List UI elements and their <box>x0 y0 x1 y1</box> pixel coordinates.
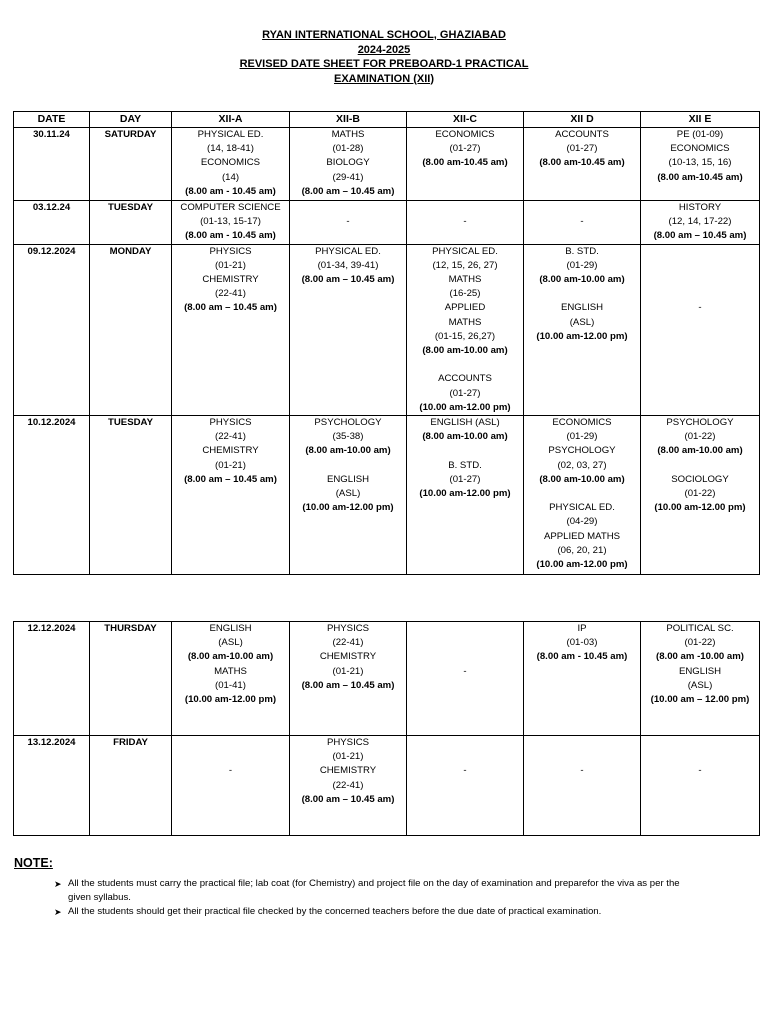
exam-line: (22-41) <box>332 779 364 791</box>
exam-line: - <box>580 765 584 777</box>
exam-cell <box>290 244 407 415</box>
exam-line: (ASL) <box>335 488 361 500</box>
exam-time: (8.00 am-10.00 am) <box>187 651 274 663</box>
exam-line: (16-25) <box>449 288 481 300</box>
exam-time: (8.00 am – 10.45 am) <box>301 679 395 691</box>
exam-time: (10.00 am-12.00 pm) <box>184 694 277 706</box>
column-header: DATE <box>14 112 90 128</box>
exam-cell <box>290 201 407 245</box>
arrow-bullet-icon: ➤ <box>54 879 62 889</box>
exam-line: (ASL) <box>218 637 243 649</box>
exam-time: (8.00 am-10.00 am) <box>539 274 625 286</box>
exam-time: (8.00 am-10.00 am) <box>422 345 508 357</box>
spacer <box>408 650 522 664</box>
exam-line: PHYSICAL ED. <box>549 502 615 514</box>
exam-time: (8.00 am-10.00 am) <box>305 445 391 457</box>
exam-line: (22-41) <box>215 288 246 300</box>
exam-line: - <box>463 216 467 228</box>
exam-cell <box>172 736 290 836</box>
exam-line: (01-34, 39-41) <box>317 259 379 271</box>
spacer <box>408 622 522 636</box>
exam-line: (01-27) <box>449 387 481 399</box>
document-header <box>0 28 768 86</box>
exam-line: (04-29) <box>566 516 598 528</box>
exam-cell <box>641 244 760 415</box>
exam-cell <box>290 736 407 836</box>
exam-cell <box>290 622 407 736</box>
exam-line: MATHS <box>331 129 365 140</box>
exam-time: (8.00 am-10.00 am) <box>422 431 508 443</box>
exam-cell <box>407 416 524 575</box>
exam-line: B. STD. <box>565 245 599 257</box>
exam-line: PHYSICAL ED. <box>432 245 498 257</box>
exam-line: CHEMISTRY <box>319 651 377 663</box>
note-item <box>54 905 704 919</box>
spacer <box>408 201 522 215</box>
spacer <box>525 287 639 301</box>
exam-time: (8.00 am – 10.45 am) <box>301 274 395 286</box>
exam-line: - <box>698 765 702 777</box>
exam-line: (01-21) <box>215 259 246 271</box>
arrow-bullet-icon: ➤ <box>54 907 62 917</box>
exam-time: (8.00 am-10.45 am) <box>422 157 508 169</box>
date-cell: 09.12.2024 <box>14 244 90 415</box>
exam-line: IP <box>577 623 587 634</box>
exam-time: (8.00 am-10.00 am) <box>539 473 625 485</box>
exam-line: - <box>228 765 233 777</box>
note-list <box>54 877 704 919</box>
column-header: DAY <box>90 112 172 128</box>
exam-line: - <box>346 216 350 228</box>
exam-cell <box>641 416 760 575</box>
exam-cell <box>172 244 290 415</box>
exam-line: ECONOMICS <box>200 157 261 169</box>
exam-line: (ASL) <box>569 316 595 328</box>
school-name: RYAN INTERNATIONAL SCHOOL, GHAZIABAD <box>262 29 506 41</box>
date-cell: 12.12.2024 <box>14 622 90 736</box>
exam-line: ECONOMICS <box>435 129 495 140</box>
exam-time: (8.00 am – 10.45 am) <box>184 473 277 485</box>
exam-line: MATHS <box>448 274 482 286</box>
exam-line: (29-41) <box>332 171 364 183</box>
table-header-row <box>14 112 760 128</box>
exam-line: (10-13, 15, 16) <box>668 157 732 169</box>
exam-line: HISTORY <box>678 202 722 213</box>
exam-line: APPLIED MATHS <box>543 530 621 542</box>
exam-line: (01-41) <box>215 679 246 691</box>
table-row <box>14 128 760 201</box>
column-header: XII D <box>524 112 641 128</box>
session-year: 2024-2025 <box>357 43 411 56</box>
exam-line: (35-38) <box>332 431 364 443</box>
day-cell: FRIDAY <box>90 736 172 836</box>
exam-line: (01-21) <box>332 751 364 763</box>
exam-line: (06, 20, 21) <box>557 544 607 556</box>
date-cell: 03.12.24 <box>14 201 90 245</box>
exam-line: (01-27) <box>449 143 481 155</box>
exam-line: ACCOUNTS <box>438 373 492 385</box>
table-row <box>14 201 760 245</box>
exam-line: MATHS <box>448 316 482 328</box>
exam-cell <box>524 201 641 245</box>
spacer <box>408 444 522 458</box>
exam-time: (8.00 am -10.00 am) <box>656 651 744 663</box>
exam-line: (ASL) <box>687 679 713 691</box>
exam-line: SOCIOLOGY <box>671 473 729 485</box>
exam-line: (12, 14, 17-22) <box>668 216 732 228</box>
spacer <box>525 487 639 501</box>
spacer <box>642 459 758 473</box>
exam-line: MATHS <box>214 665 247 677</box>
day-cell: TUESDAY <box>90 416 172 575</box>
exam-line: PSYCHOLOGY <box>314 417 382 429</box>
exam-line: CHEMISTRY <box>319 765 377 777</box>
spacer <box>525 736 639 750</box>
exam-line: ENGLISH <box>678 665 722 677</box>
spacer <box>642 259 758 273</box>
spacer <box>525 201 639 215</box>
spacer <box>642 287 758 301</box>
column-header: XII-C <box>407 112 524 128</box>
table-row <box>14 244 760 415</box>
day-cell: THURSDAY <box>90 622 172 736</box>
exam-line: POLITICAL SC. <box>666 623 734 634</box>
exam-line: (01-22) <box>684 431 716 443</box>
exam-line: CHEMISTRY <box>202 274 259 286</box>
exam-line: (02, 03, 27) <box>557 459 607 471</box>
exam-line: (01-15, 26,27) <box>434 330 496 342</box>
day-cell: MONDAY <box>90 244 172 415</box>
exam-time: (8.00 am - 10.45 am) <box>185 185 276 197</box>
exam-line: (01-27) <box>449 473 481 485</box>
exam-line: PHYSICS <box>209 417 252 429</box>
exam-line: (14) <box>221 171 240 183</box>
exam-line: (01-21) <box>215 459 246 471</box>
exam-cell <box>290 128 407 201</box>
exam-line: (01-22) <box>684 637 716 649</box>
exam-line: ECONOMICS <box>552 417 612 429</box>
exam-line: (01-28) <box>332 143 364 155</box>
exam-cell <box>524 622 641 736</box>
note-text: All the students must carry the practical file; lab coat (for Chemistry) and project file on the day of examination and preparefor the viva as per the given syllabus. <box>68 878 680 903</box>
column-header: XII E <box>641 112 760 128</box>
exam-time: (8.00 am-10.45 am) <box>539 157 625 169</box>
spacer <box>642 750 758 764</box>
spacer <box>642 736 758 750</box>
exam-time: (10.00 am-12.00 pm) <box>536 559 628 571</box>
exam-line: PHYSICS <box>326 737 370 748</box>
exam-line: ECONOMICS <box>670 143 730 155</box>
date-cell: 30.11.24 <box>14 128 90 201</box>
table-row <box>14 736 760 836</box>
exam-line: ACCOUNTS <box>555 129 609 140</box>
exam-line: PHYSICS <box>326 623 370 634</box>
date-sheet-table-2 <box>13 621 760 836</box>
exam-line: PSYCHOLOGY <box>666 417 734 429</box>
exam-line: ENGLISH <box>209 623 252 634</box>
exam-cell <box>641 622 760 736</box>
exam-line: ENGLISH (ASL) <box>430 417 500 429</box>
exam-cell <box>641 128 760 201</box>
date-cell: 13.12.2024 <box>14 736 90 836</box>
spacer <box>642 273 758 287</box>
exam-time: (8.00 am - 10.45 am) <box>185 230 276 242</box>
exam-cell <box>641 736 760 836</box>
exam-cell <box>172 416 290 575</box>
exam-cell <box>407 128 524 201</box>
date-cell: 10.12.2024 <box>14 416 90 575</box>
document-title-line2: EXAMINATION (XII) <box>333 72 434 85</box>
exam-cell <box>172 622 290 736</box>
column-header: XII-A <box>172 112 290 128</box>
exam-line: ENGLISH <box>326 473 370 485</box>
note-text: All the students should get their practical file checked by the concerned teachers before the due date of practical examination. <box>68 906 602 917</box>
spacer <box>408 636 522 650</box>
exam-time: (8.00 am-10.45 am) <box>657 171 743 183</box>
exam-time: (8.00 am-10.00 am) <box>657 445 743 457</box>
exam-cell <box>172 201 290 245</box>
exam-line: PHYSICAL ED. <box>315 245 381 257</box>
exam-cell <box>524 244 641 415</box>
exam-line: CHEMISTRY <box>202 445 259 457</box>
exam-line: (01-27) <box>566 143 598 155</box>
exam-time: (10.00 am-12.00 pm) <box>419 488 511 500</box>
exam-line: PE (01-09) <box>676 129 724 140</box>
exam-line: PHYSICAL ED. <box>197 129 264 140</box>
exam-line: (01-29) <box>566 259 598 271</box>
exam-line: (01-13, 15-17) <box>200 216 261 228</box>
exam-line: COMPUTER SCIENCE <box>180 202 281 213</box>
exam-line: (01-21) <box>332 665 364 677</box>
exam-time: (10.00 am-12.00 pm) <box>654 502 746 514</box>
exam-time: (10.00 am-12.00 pm) <box>536 330 628 342</box>
exam-time: (10.00 am-12.00 pm) <box>302 502 394 514</box>
exam-line: (22-41) <box>332 637 364 649</box>
exam-time: (8.00 am – 10.45 am) <box>653 230 747 242</box>
exam-line: - <box>463 665 467 677</box>
spacer <box>642 245 758 259</box>
exam-line: - <box>698 302 702 314</box>
spacer <box>291 201 405 215</box>
exam-line: (12, 15, 26, 27) <box>432 259 498 271</box>
exam-line: PHYSICS <box>209 245 252 257</box>
day-cell: SATURDAY <box>90 128 172 201</box>
exam-line: APPLIED <box>444 302 486 314</box>
document-title-line1: REVISED DATE SHEET FOR PREBOARD-1 PRACTICAL <box>239 58 529 70</box>
date-sheet-table-1 <box>13 111 760 575</box>
exam-line: (14, 18-41) <box>207 143 254 155</box>
exam-cell <box>524 736 641 836</box>
exam-cell <box>172 128 290 201</box>
exam-time: (8.00 am - 10.45 am) <box>536 651 628 663</box>
exam-line: (01-03) <box>566 637 598 649</box>
column-header: XII-B <box>290 112 407 128</box>
exam-line: ENGLISH <box>560 302 604 314</box>
exam-line: (01-22) <box>684 488 716 500</box>
exam-time: (8.00 am – 10.45 am) <box>301 185 395 197</box>
exam-cell <box>407 201 524 245</box>
exam-line: (22-41) <box>215 431 246 443</box>
exam-time: (10.00 am – 12.00 pm) <box>650 694 750 706</box>
exam-time: (8.00 am – 10.45 am) <box>184 302 277 314</box>
exam-line: - <box>580 216 584 228</box>
spacer <box>291 459 405 473</box>
day-cell: TUESDAY <box>90 201 172 245</box>
spacer <box>408 358 522 372</box>
exam-cell <box>407 736 524 836</box>
note-title: NOTE: <box>14 856 53 870</box>
exam-cell <box>524 416 641 575</box>
note-item <box>54 877 704 905</box>
spacer <box>525 750 639 764</box>
exam-cell <box>641 201 760 245</box>
exam-cell <box>407 622 524 736</box>
exam-cell <box>524 128 641 201</box>
spacer <box>408 736 522 750</box>
table-row <box>14 416 760 575</box>
exam-line: PSYCHOLOGY <box>548 445 616 457</box>
exam-line: (01-29) <box>566 431 598 443</box>
spacer <box>173 736 288 750</box>
exam-time: (8.00 am – 10.45 am) <box>301 793 395 805</box>
exam-line: - <box>463 765 467 777</box>
spacer <box>173 750 288 764</box>
spacer <box>408 750 522 764</box>
exam-line: B. STD. <box>448 459 482 471</box>
exam-time: (10.00 am-12.00 pm) <box>419 401 511 413</box>
exam-line: BIOLOGY <box>326 157 370 169</box>
table-row <box>14 622 760 736</box>
exam-cell <box>290 416 407 575</box>
exam-cell <box>407 244 524 415</box>
